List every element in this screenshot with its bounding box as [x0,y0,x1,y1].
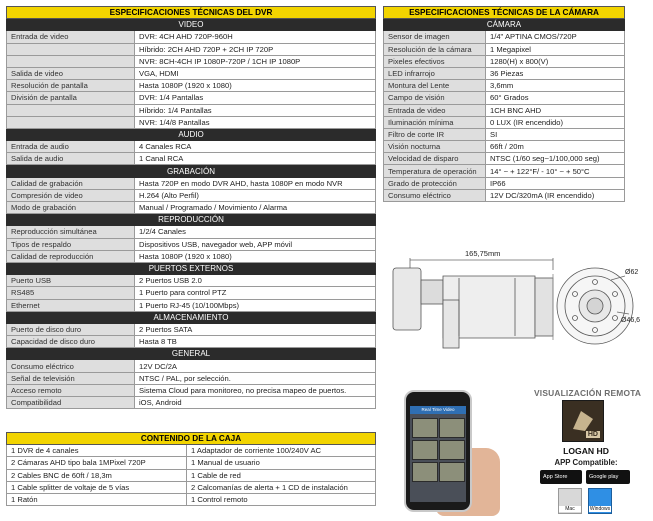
table-row [7,31,376,43]
spec-label: Consumo eléctrico [7,360,135,372]
section-header: GENERAL [7,348,376,360]
windows-icon [588,488,612,514]
spec-label: Visión nocturna [384,141,486,153]
box-item: 1 Ratón [7,493,187,505]
app-compat-label: APP Compatible: [554,458,618,467]
table-row [384,128,625,140]
spec-label: Compatibilidad [7,397,135,409]
table-row [7,481,376,493]
spec-value: Híbrido: 2CH AHD 720P + 2CH IP 720P [135,43,376,55]
section-header-row [7,19,376,31]
camera-feed-tile [412,462,438,482]
table-row [7,202,376,214]
table-row [7,55,376,67]
spec-label: Compresión de video [7,189,135,201]
table-row [384,31,625,43]
table-row [7,397,376,409]
spec-label: Velocidad de disparo [384,153,486,165]
spec-label [7,55,135,67]
spec-value: Hasta 1080P (1920 x 1080) [135,80,376,92]
spec-value: 14° ~ + 122°F/ - 10° ~ + 50°C [486,165,625,177]
table-row [384,55,625,67]
app-logo [562,400,604,442]
spec-label: Reproducción simultánea [7,226,135,238]
table-row [7,469,376,481]
app-logo-hd: HD [587,431,598,438]
spec-value: Hasta 8 TB [135,336,376,348]
spec-value: 1/2/4 Canales [135,226,376,238]
spec-label: Filtro de corte IR [384,128,486,140]
spec-label: Entrada de video [384,104,486,116]
table-row [7,189,376,201]
section-header: ALMACENAMIENTO [7,311,376,323]
spec-label: Puerto de disco duro [7,323,135,335]
spec-value: Manual / Programado / Movimiento / Alarma [135,202,376,214]
table-title-row [384,7,625,19]
app-name: LOGAN HD [563,446,609,456]
spec-value: iOS, Android [135,397,376,409]
table-row [384,153,625,165]
table-row [384,80,625,92]
spec-value: 1 Puerto RJ-45 (10/100Mbps) [135,299,376,311]
spec-value: 1 Megapixel [486,43,625,55]
spec-value: 66ft / 20m [486,141,625,153]
spec-label: Ethernet [7,299,135,311]
table-row [7,372,376,384]
box-item: 2 Cables BNC de 60ft / 18,3m [7,469,187,481]
spec-value: NVR: 8CH-4CH IP 1080P-720P / 1CH IP 1080P [135,55,376,67]
spec-value: 1/4" APTINA CMOS/720P [486,31,625,43]
spec-label: Entrada de video [7,31,135,43]
spec-label: Temperatura de operación [384,165,486,177]
app-store-badge: App Store [540,470,582,484]
table-row [384,67,625,79]
spec-value: 4 Canales RCA [135,141,376,153]
spec-label: Tipos de respaldo [7,238,135,250]
table-row [384,177,625,189]
spec-value: DVR: 1/4 Pantallas [135,92,376,104]
table-row [7,226,376,238]
box-table-title: CONTENIDO DE LA CAJA [7,433,376,445]
spec-value: Híbrido: 1/4 Pantallas [135,104,376,116]
table-row [7,177,376,189]
spec-label: Señal de televisión [7,372,135,384]
dim-length-label: 165,75mm [465,249,501,258]
box-item: 1 Manual de usuario [187,457,376,469]
section-header: VIDEO [7,19,376,31]
table-row [7,336,376,348]
spec-label: Entrada de audio [7,141,135,153]
table-row [384,116,625,128]
spec-label: RS485 [7,287,135,299]
spec-label: Salida de audio [7,153,135,165]
table-row [7,153,376,165]
spec-value: SI [486,128,625,140]
spec-value: NVR: 1/4/8 Pantallas [135,116,376,128]
box-item: 2 Cámaras AHD tipo bala 1MPixel 720P [7,457,187,469]
spec-value: Hasta 720P en modo DVR AHD, hasta 1080P en modo NVR [135,177,376,189]
camera-feed-tile [412,440,438,460]
windows-label: Windows [589,506,611,512]
camera-side-view [393,258,553,348]
camera-feed-tile [439,462,465,482]
spec-label: Iluminación mínima [384,116,486,128]
camera-feed-tile [412,418,438,438]
spec-label: LED infrarrojo [384,67,486,79]
mac-label: Mac [559,506,581,512]
phone-screen [410,406,466,502]
phone-image [404,390,472,512]
spec-label [7,43,135,55]
spec-value: 60° Grados [486,92,625,104]
dvr-table-title: ESPECIFICACIONES TÉCNICAS DEL DVR [7,7,376,19]
section-header: GRABACIÓN [7,165,376,177]
section-header: AUDIO [7,128,376,140]
table-row [7,457,376,469]
table-row [7,384,376,396]
dim-diameter-outer-label: Ø62 [625,269,639,276]
box-contents-table [6,432,376,506]
table-row [7,299,376,311]
spec-label: Acceso remoto [7,384,135,396]
section-header-row [7,262,376,274]
remote-viewing-panel [400,378,650,518]
phone-screen-title: Real Time Video [410,406,466,414]
spec-value: 1CH BNC AHD [486,104,625,116]
table-title-row [7,7,376,19]
table-row [7,493,376,505]
table-row [7,67,376,79]
dim-diameter-inner-label: Ø46,6 [621,317,641,324]
table-row [7,141,376,153]
table-row [7,238,376,250]
spec-label: Calidad de grabación [7,177,135,189]
spec-label: Campo de visión [384,92,486,104]
spec-label [7,116,135,128]
section-header-row [7,311,376,323]
section-header-row [7,214,376,226]
box-item: 1 Adaptador de corriente 100/240V AC [187,445,376,457]
table-row [7,92,376,104]
table-row [7,287,376,299]
spec-label: Modo de grabación [7,202,135,214]
section-header: PUERTOS EXTERNOS [7,262,376,274]
spec-value: 1 Puerto para control PTZ [135,287,376,299]
box-item: 1 Cable de red [187,469,376,481]
table-row [7,250,376,262]
spec-value: NTSC (1/60 seg~1/100,000 seg) [486,153,625,165]
spec-label: Sensor de imagen [384,31,486,43]
table-row [7,43,376,55]
spec-value: 12V DC/2A [135,360,376,372]
spec-label: Grado de protección [384,177,486,189]
spec-value: VGA, HDMI [135,67,376,79]
box-item: 1 Control remoto [187,493,376,505]
spec-label: División de pantalla [7,92,135,104]
spec-label: Puerto USB [7,275,135,287]
spec-value: DVR: 4CH AHD 720P-960H [135,31,376,43]
section-header: REPRODUCCIÓN [7,214,376,226]
camera-spec-table [383,6,625,202]
table-row [384,141,625,153]
table-row [7,360,376,372]
table-row [7,275,376,287]
spec-value: NTSC / PAL, por selección. [135,372,376,384]
section-header-row [7,128,376,140]
remote-view-title: VISUALIZACIÓN REMOTA [534,388,642,398]
spec-label: Capacidad de disco duro [7,336,135,348]
spec-label: Resolución de la cámara [384,43,486,55]
spec-value: 2 Puertos USB 2.0 [135,275,376,287]
table-title-row [7,433,376,445]
box-item: 2 Calcomanías de alerta + 1 CD de instalación [187,481,376,493]
spec-value: H.264 (Alto Perfil) [135,189,376,201]
spec-label: Salida de video [7,67,135,79]
camera-feed-tile [439,440,465,460]
camera-dimension-drawing [385,240,647,368]
table-row [384,189,625,201]
section-header-row [7,165,376,177]
table-row [7,80,376,92]
spec-value: Sistema Cloud para monitoreo, no precisa mapeo de puertos. [135,384,376,396]
table-row [7,116,376,128]
table-row [384,92,625,104]
spec-label [7,104,135,116]
spec-value: 12V DC/320mA (IR encendido) [486,189,625,201]
google-play-badge: Google play [586,470,630,484]
spec-value: 36 Piezas [486,67,625,79]
spec-label: Calidad de reproducción [7,250,135,262]
spec-label: Resolución de pantalla [7,80,135,92]
mac-icon [558,488,582,514]
table-row [7,323,376,335]
spec-value: IP66 [486,177,625,189]
spec-value: Dispositivos USB, navegador web, APP móvil [135,238,376,250]
section-header: CÁMARA [384,19,625,31]
spec-label: Pixeles efectivos [384,55,486,67]
spec-label: Montura del Lente [384,80,486,92]
spec-value: 1280(H) x 800(V) [486,55,625,67]
spec-value: Hasta 1080P (1920 x 1080) [135,250,376,262]
table-row [384,165,625,177]
table-row [7,445,376,457]
spec-value: 2 Puertos SATA [135,323,376,335]
section-header-row [384,19,625,31]
table-row [384,104,625,116]
camera-front-view [557,268,633,344]
section-header-row [7,348,376,360]
camera-feed-tile [439,418,465,438]
camera-table-title: ESPECIFICACIONES TÉCNICAS DE LA CÁMARA [384,7,625,19]
table-row [384,43,625,55]
box-item: 1 Cable splitter de voltaje de 5 vías [7,481,187,493]
dvr-spec-table [6,6,376,409]
box-item: 1 DVR de 4 canales [7,445,187,457]
spec-value: 3,6mm [486,80,625,92]
spec-value: 1 Canal RCA [135,153,376,165]
spec-label: Consumo eléctrico [384,189,486,201]
table-row [7,104,376,116]
spec-value: 0 LUX (IR encendido) [486,116,625,128]
